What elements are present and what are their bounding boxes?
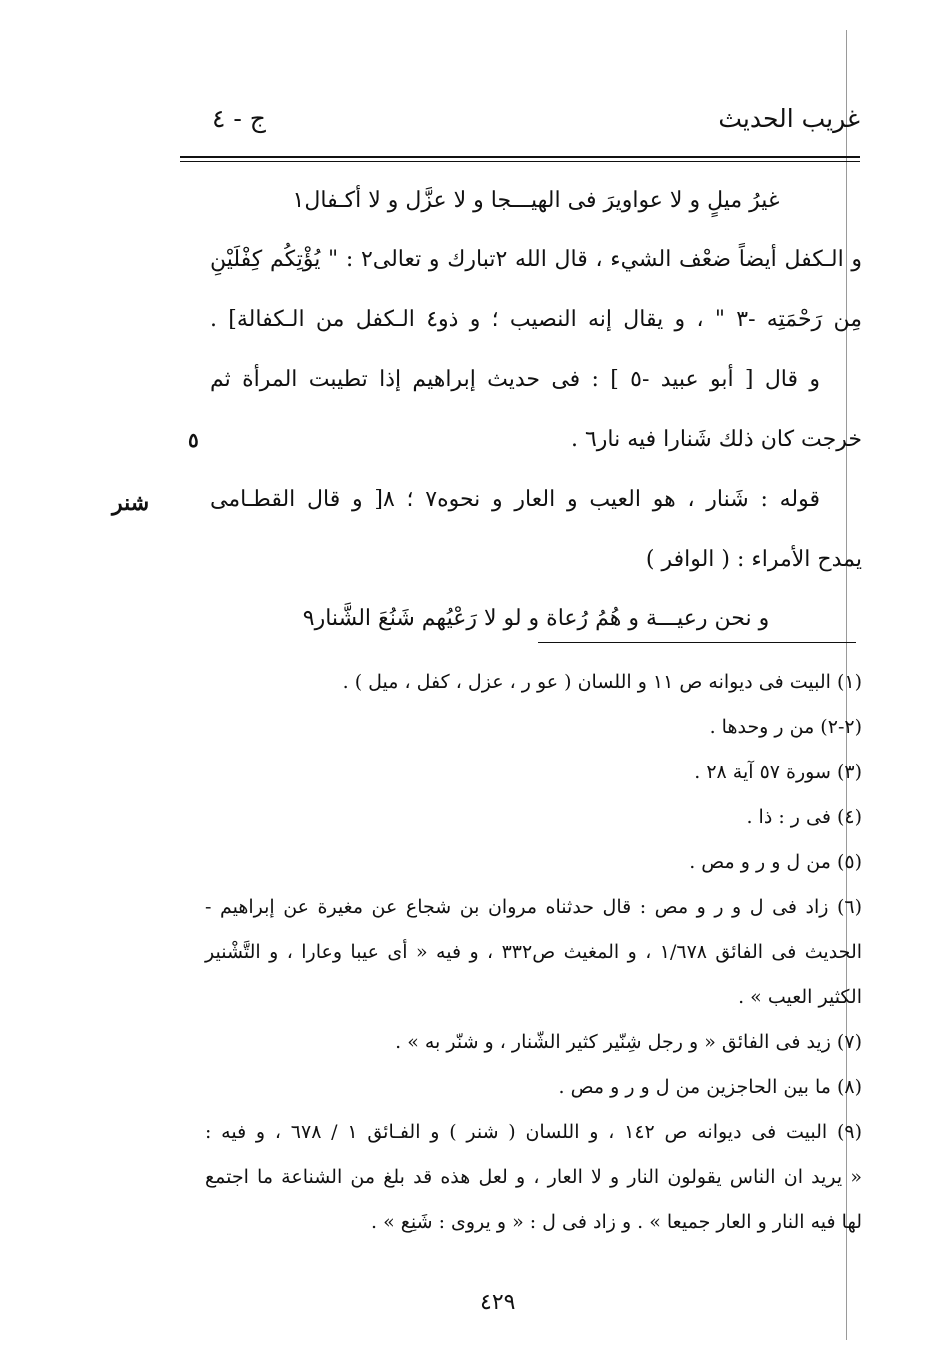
text-line: خرجت كان ذلك شَنارا فيه نار٦ . xyxy=(570,427,862,452)
book-title: غريب الحديث xyxy=(718,104,860,133)
footnote: (٣) سورة ٥٧ آية ٢٨ . xyxy=(694,761,862,783)
footnote: (٥) من ل و ر و مص . xyxy=(689,851,862,873)
running-header xyxy=(180,104,860,148)
footnote: (٧) زيد فى الفائق « و رجل شِنّير كثير الشّنار ، و شنّر به » . xyxy=(395,1031,862,1053)
footnote: (١) البيت فى ديوانه ص ١١ و اللسان ( عو ر ، عزل ، كفل ، ميل ) . xyxy=(342,671,862,693)
volume-label: ج - ٤ xyxy=(212,104,266,133)
page-number: ٤٢٩ xyxy=(480,1290,516,1315)
margin-keyword: شنر xyxy=(112,490,150,516)
main-text xyxy=(210,172,862,648)
footnote-continuation: الحديث فى الفائق ١/٦٧٨ ، و المغيث ص٣٣٢ ، و فيه « أى عيبا وعارا ، و التَّشْنير xyxy=(205,941,863,963)
footnote: (٨) ما بين الحاجزين من ل و ر و مص . xyxy=(558,1076,862,1098)
verse-line: و نحن رعيـــة و هُمُ رُعاة و لو لا رَعْيُهم شَنُعَ الشَّنار٩ xyxy=(302,606,770,631)
verse-line: غيرُ ميلٍ و لا عواويرَ فى الهيـــجا و لا عزَّل و لا أكـفال١ xyxy=(292,188,780,213)
footnote: (٤) فى ر : ذا . xyxy=(746,806,862,828)
text-line: قوله : شَنار ، هو العيب و العار و نحوه٧ ؛ ٨[ و قال القطـامى xyxy=(210,487,821,512)
header-rule-thin xyxy=(180,161,860,162)
footnotes xyxy=(205,660,862,1245)
text-line: و قال [ أبو عبيد -٥ ] : فى حديث إبراهيم إذا تطيبت المرأة ثم xyxy=(210,367,820,392)
footnote-separator xyxy=(538,642,856,643)
text-line: يمدح الأمراء : ( الوافر ) xyxy=(645,547,862,572)
header-rule-thick xyxy=(180,156,860,158)
text-line: مِن رَحْمَتِه -٣ " ، و يقال إنه النصيب ؛ و ذو٤ الـكفل من الـكفالة] . xyxy=(210,307,862,332)
footnote: (٦) زاد فى ل و ر و مص : قال حدثناه مروان بن شجاع عن مغيرة عن إبراهيم - xyxy=(205,896,862,918)
margin-line-number: ٥ xyxy=(188,428,199,452)
footnote-continuation: « يريد ان الناس يقولون النار و لا العار ، و لعل هذه قد بلغ من الشناعة ما اجتمع xyxy=(205,1166,862,1188)
footnote-continuation: الكثير العيب » . xyxy=(738,986,862,1008)
footnote: (٢-٢) من ر وحدها . xyxy=(709,716,862,738)
text-line: و الـكفل أيضاً ضعْف الشيء ، قال الله ٢تبارك و تعالى٢ : " يُؤْتِكُم كِفْلَيْنِ xyxy=(210,247,862,272)
footnote: (٩) البيت فى ديوانه ص ١٤٢ ، و اللسان ( شنر ) و الفـائق ١ / ٦٧٨ ، و فيه : xyxy=(205,1121,863,1143)
footnote-continuation: لها فيه النار و العار جميعا » . و زاد فى ل : « و يروى : شَنِع » . xyxy=(371,1211,862,1233)
